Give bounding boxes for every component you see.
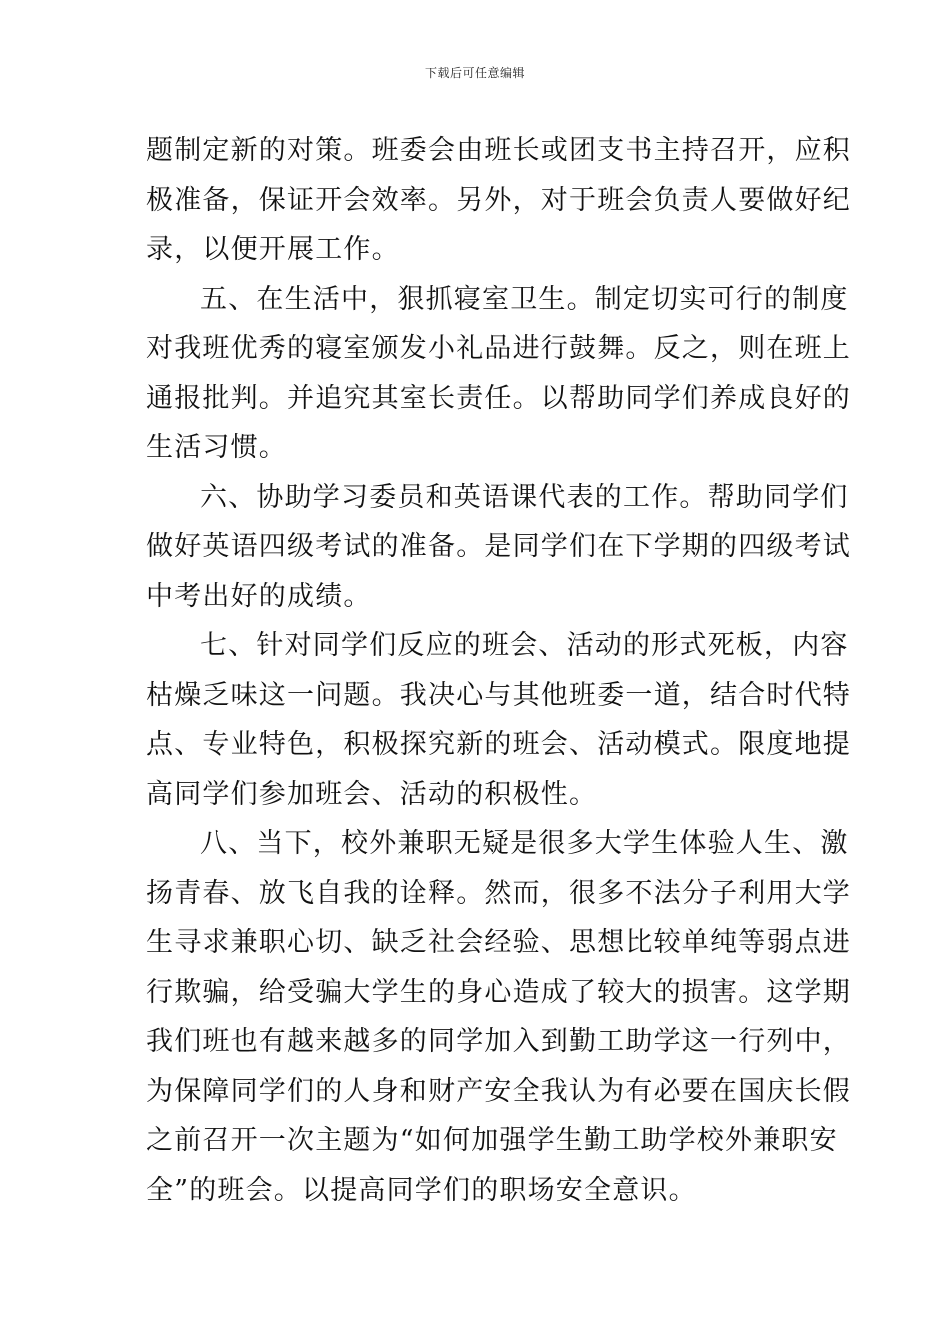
text-line: 扬青春、放飞自我的诠释。然而，很多不法分子利用大学: [146, 877, 851, 909]
text-line: 全”的班会。以提高同学们的职场安全意识。: [146, 1174, 697, 1206]
text-line: 五、在生活中，狠抓寝室卫生。制定切实可行的制度: [200, 283, 849, 315]
text-line: 通报批判。并追究其室长责任。以帮助同学们养成良好的: [146, 382, 851, 414]
text-line: 为保障同学们的人身和财产安全我认为有必要在国庆长假: [146, 1075, 851, 1107]
text-line: 录，以便开展工作。: [146, 234, 400, 265]
text-line: 极准备，保证开会效率。另外，对于班会负责人要做好纪: [146, 184, 851, 216]
page-header: 下载后可任意编辑: [424, 66, 525, 80]
text-line: 高同学们参加班会、活动的积极性。: [146, 778, 598, 810]
text-line: 八、当下，校外兼职无疑是很多大学生体验人生、激: [200, 828, 849, 859]
document-body: [146, 126, 851, 1215]
text-line: 做好英语四级考试的准备。是同学们在下学期的四级考试: [146, 531, 851, 562]
text-line: 点、专业特色，积极探究新的班会、活动模式。限度地提: [146, 729, 851, 760]
text-line: 题制定新的对策。班委会由班长或团支书主持召开，应积: [146, 135, 851, 166]
text-line: 生活习惯。: [146, 432, 287, 463]
text-line: 生寻求兼职心切、缺乏社会经验、思想比较单纯等弱点进: [146, 927, 851, 958]
text-line: 六、协助学习委员和英语课代表的工作。帮助同学们: [200, 481, 849, 513]
text-line: 枯燥乏味这一问题。我决心与其他班委一道，结合时代特: [146, 679, 851, 711]
text-line: 中考出好的成绩。: [146, 580, 372, 612]
text-line: 七、针对同学们反应的班会、活动的形式死板，内容: [200, 630, 849, 661]
text-line: 我们班也有越来越多的同学加入到勤工助学这一行列中，: [146, 1026, 851, 1057]
text-line: 对我班优秀的寝室颁发小礼品进行鼓舞。反之，则在班上: [146, 333, 851, 364]
text-line: 行欺骗，给受骗大学生的身心造成了较大的损害。这学期: [146, 976, 851, 1008]
text-line: 之前召开一次主题为“如何加强学生勤工助学校外兼职安: [146, 1125, 838, 1156]
